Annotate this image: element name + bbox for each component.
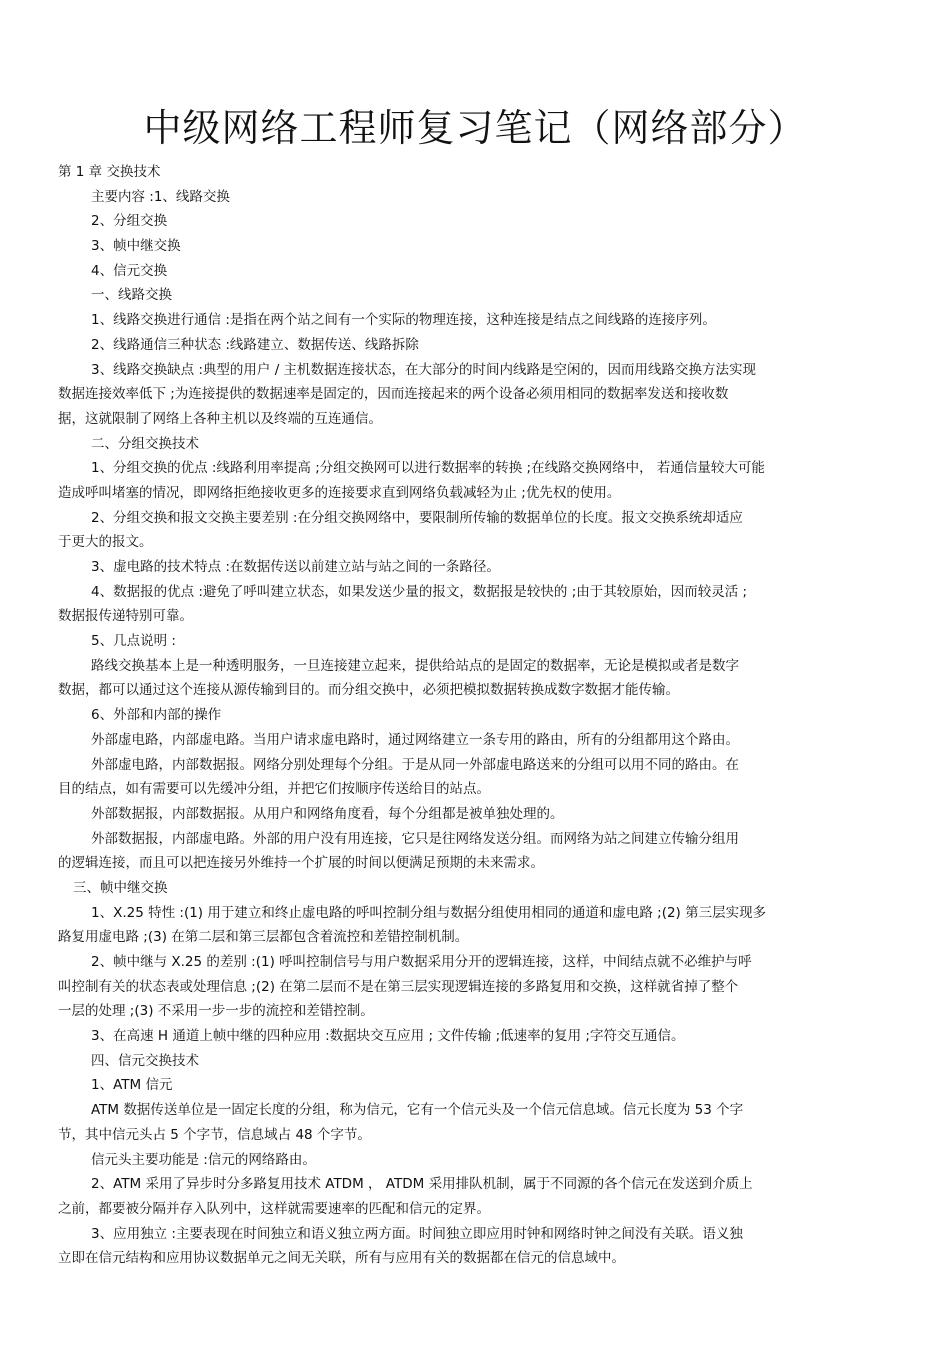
text-line: 目的结点，如有需要可以先缓冲分组，并把它们按顺序传送给目的站点。 [58,781,490,798]
text-line: 于更大的报文。 [58,534,153,551]
text-line: 信元头主要功能是 :信元的网络路由。 [91,1151,316,1168]
text-line: 2、分组交换和报文交换主要差别 :在分组交换网络中，要限制所传输的数据单位的长度。报文交换系统却适应 [91,509,743,526]
text-line: 据，这就限制了网络上各种主机以及终端的互连通信。 [58,410,382,427]
text-line: 6、外部和内部的操作 [91,707,222,724]
text-line: 数据，都可以通过这个连接从源传输到目的。而分组交换中，必须把模拟数据转换成数字数据才能传输。 [58,682,679,699]
text-line: 节，其中信元头占 5 个字节，信息域占 48 个字节。 [58,1126,371,1143]
text-line: 外部数据报，内部虚电路。外部的用户没有用连接，它只是往网络发送分组。而网络为站之间建立传输分组用 [91,830,739,847]
text-line: 外部数据报，内部数据报。从用户和网络角度看，每个分组都是被单独处理的。 [91,805,564,822]
text-line: 第 1 章 交换技术 [58,164,161,180]
text-line: 1、X.25 特性 :(1) 用于建立和终止虚电路的呼叫控制分组与数据分组使用相同的通道和虚电路 ;(2) 第三层实现多 [91,904,767,921]
text-line: 数据连接效率低下 ;为连接提供的数据速率是固定的，因而连接起来的两个设备必须用相同的数据率发送和接收数 [58,386,729,403]
text-line: 2、ATM 采用了异步时分多路复用技术 ATDM ， ATDM 采用排队机制，属于不同源的各个信元在发送到介质上 [91,1176,753,1193]
text-line: 1、分组交换的优点 :线路利用率提高 ;分组交换网可以进行数据率的转换 ;在线路交换网络中， 若通信量较大可能 [91,460,765,477]
text-line: 立即在信元结构和应用协议数据单元之间无关联，所有与应用有关的数据都在信元的信息域中。 [58,1250,625,1267]
text-line: 的逻辑连接，而且可以把连接另外维持一个扩展的时间以便满足预期的未来需求。 [58,855,544,872]
text-line: 3、帧中继交换 [91,238,181,255]
text-line: 主要内容 :1、线路交换 [91,188,230,205]
text-line: ATM 数据传送单位是一固定长度的分组，称为信元，它有一个信元头及一个信元信息域。信元长度为 53 个字 [91,1102,744,1119]
text-line: 2、分组交换 [91,213,168,230]
text-line: 3、应用独立 :主要表现在时间独立和语义独立两方面。时间独立即应用时钟和网络时钟之间没有关联。语义独 [91,1225,743,1242]
text-line: 一层的处理 ;(3) 不采用一步一步的流控和差错控制。 [58,1003,374,1020]
text-line: 叫控制有关的状态表或处理信息 ;(2) 在第二层而不是在第三层实现逻辑连接的多路复用和交换，这样就省掉了整个 [58,978,739,995]
text-line: 2、线路通信三种状态 :线路建立、数据传送、线路拆除 [91,336,419,353]
text-line: 路复用虚电路 ;(3) 在第二层和第三层都包含着流控和差错控制机制。 [58,929,469,946]
text-line: 造成呼叫堵塞的情况，即网络拒绝接收更多的连接要求直到网络负载减轻为止 ;优先权的使用。 [58,484,621,501]
text-line: 5、几点说明 : [91,633,176,650]
text-line: 路线交换基本上是一种透明服务，一旦连接建立起来，提供给站点的是固定的数据率，无论是模拟或者是数字 [91,657,739,674]
text-line: 4、数据报的优点 :避免了呼叫建立状态，如果发送少量的报文，数据报是较快的 ;由于其较原始，因而较灵活 ; [91,583,748,600]
text-line: 二、分组交换技术 [91,435,199,452]
text-line: 三、帧中继交换 [73,879,168,896]
text-line: 2、帧中继与 X.25 的差别 :(1) 呼叫控制信号与用户数据采用分开的逻辑连接，这样，中间结点就不必维护与呼 [91,954,752,970]
text-line: 四、信元交换技术 [91,1052,199,1069]
text-line: 数据报传递特别可靠。 [58,608,193,625]
document-body [58,160,898,1271]
text-line: 外部虚电路，内部虚电路。当用户请求虚电路时，通过网络建立一条专用的路由，所有的分组都用这个路由。 [91,731,739,748]
text-line: 1、线路交换进行通信 :是指在两个站之间有一个实际的物理连接，这种连接是结点之间线路的连接序列。 [91,312,716,329]
text-line: 4、信元交换 [91,262,168,279]
text-line: 1、ATM 信元 [91,1077,173,1094]
text-line: 一、线路交换 [91,287,172,304]
text-line: 3、虚电路的技术特点 :在数据传送以前建立站与站之间的一条路径。 [91,559,500,575]
text-line: 3、在高速 H 通道上帧中继的四种应用 :数据块交互应用 ; 文件传输 ;低速率的复用 ;字符交互通信。 [91,1028,685,1045]
text-line: 之前，都要被分隔并存入队列中，这样就需要速率的匹配和信元的定界。 [58,1200,490,1217]
text-line: 3、线路交换缺点 :典型的用户 / 主机数据连接状态，在大部分的时间内线路是空闲的，因而用线路交换方法实现 [91,361,757,378]
text-line: 外部虚电路，内部数据报。网络分别处理每个分组。于是从同一外部虚电路送来的分组可以用不同的路由。在 [91,756,739,773]
document-title: 中级网络工程师复习笔记（网络部分） [143,106,807,150]
